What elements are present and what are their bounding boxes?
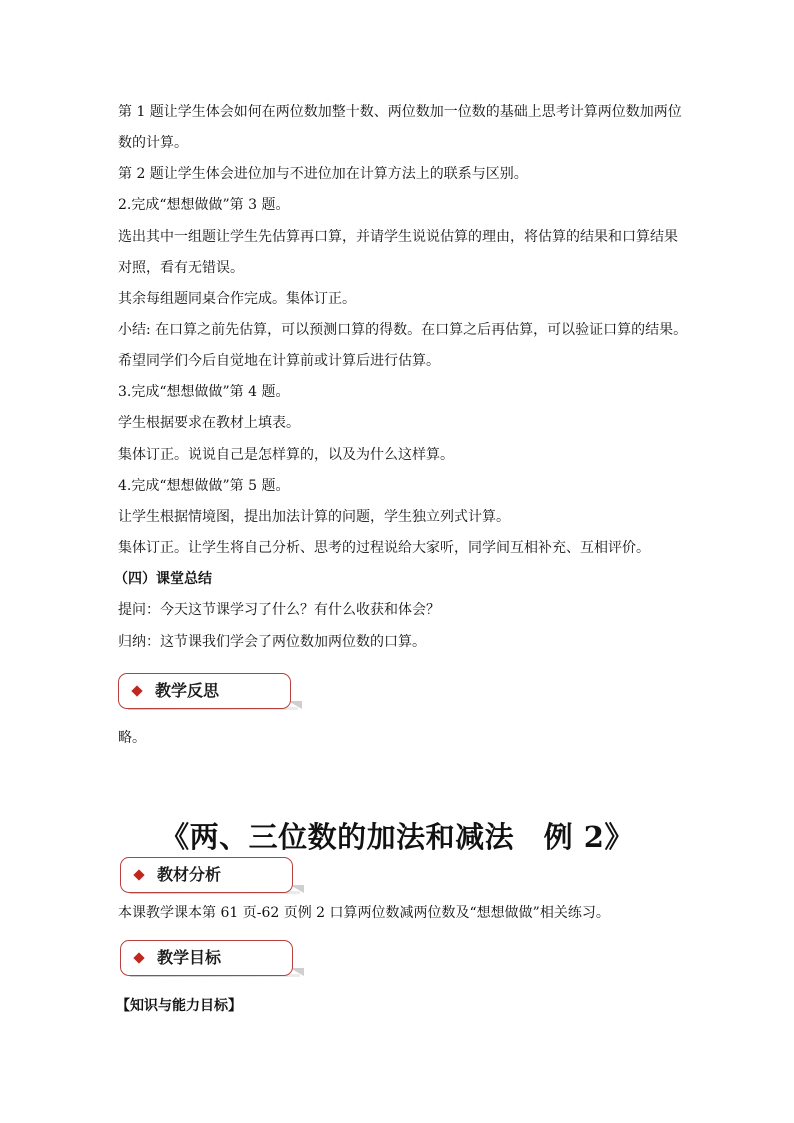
diamond-icon [133,952,144,963]
analysis-tag [120,857,293,893]
goals-subheading: 【知识与能力目标】 [116,998,242,1014]
reflection-text: 略。 [118,730,146,746]
paragraph-line: 让学生根据情境图，提出加法计算的问题，学生独立列式计算。 [118,509,510,525]
paragraph-line: 对照，看有无错误。 [118,260,244,276]
reflection-tag [118,673,291,709]
reflection-tag-label: 教学反思 [155,681,220,700]
goals-tag [120,940,293,976]
paragraph-line: 希望同学们今后自觉地在计算前或计算后进行估算。 [118,353,440,369]
paragraph-line: 数的计算。 [118,135,188,151]
paragraph-line: 第 2 题让学生体会进位加与不进位加在计算方法上的联系与区别。 [118,166,528,182]
paragraph-line: 小结: 在口算之前先估算，可以预测口算的得数。在口算之后再估算，可以验证口算的结果。 [118,322,688,338]
analysis-tag-label: 教材分析 [157,865,222,884]
paragraph-line: 集体订正。让学生将自己分析、思考的过程说给大家听，同学间互相补充、互相评价。 [118,540,650,556]
paragraph-line: 2.完成“想想做做”第 3 题。 [118,197,290,213]
analysis-text: 本课教学课本第 61 页-62 页例 2 口算两位数减两位数及“想想做做”相关练习。 [118,905,610,921]
lesson-title: 《两、三位数的加法和减法 例 2》 [160,820,634,854]
paragraph-line: 学生根据要求在教材上填表。 [118,415,300,431]
diamond-icon [131,685,142,696]
summary-question: 提问：今天这节课学习了什么？有什么收获和体会？ [118,602,440,618]
paragraph-line: 其余每组题同桌合作完成。集体订正。 [118,291,356,307]
paragraph-line: 3.完成“想想做做”第 4 题。 [118,384,290,400]
diamond-icon [133,869,144,880]
paragraph-line: 集体订正。说说自己是怎样算的，以及为什么这样算。 [118,447,454,463]
goals-tag-label: 教学目标 [157,948,222,967]
paragraph-line: 4.完成“想想做做”第 5 题。 [118,478,290,494]
paragraph-line: 第 1 题让学生体会如何在两位数加整十数、两位数加一位数的基础上思考计算两位数加两位 [118,104,682,120]
paragraph-line: 选出其中一组题让学生先估算再口算，并请学生说说估算的理由，将估算的结果和口算结果 [118,229,678,245]
summary-conclusion: 归纳：这节课我们学会了两位数加两位数的口算。 [118,634,426,650]
section-heading: （四）课堂总结 [114,571,212,587]
